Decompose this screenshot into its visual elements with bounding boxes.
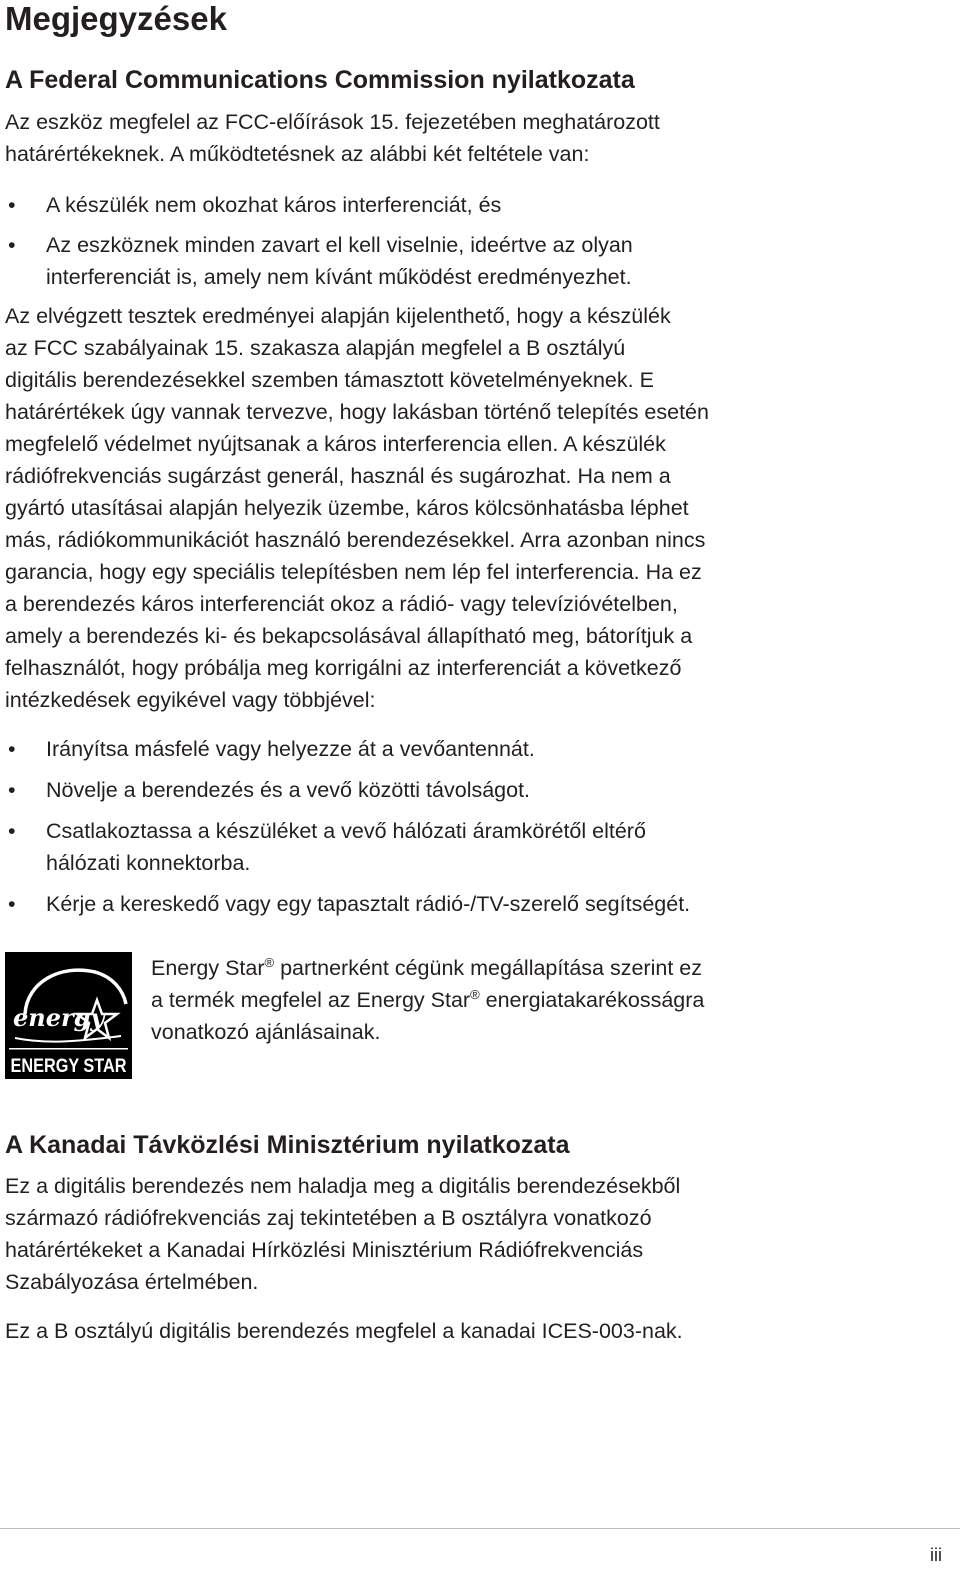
energy-text-part: Energy Star [151,956,265,980]
registered-mark: ® [470,987,480,1002]
body-line: más, rádiókommunikációt használó berendezésekkel. Arra azonban nincs [5,528,706,552]
body-line: gyártó utasításai alapján helyezik üzembe, káros kölcsönhatásba léphet [5,496,689,520]
body-line: felhasználót, hogy próbálja meg korrigálni az interferenciát a következő [5,656,682,680]
measure-text: hálózati konnektorba. [46,851,251,875]
body-line: Az elvégzett tesztek eredményei alapján kijelenthető, hogy a készülék [5,304,671,328]
energy-text-part: partnerként cégünk megállapítása szerint ez [274,956,702,980]
fcc-conditions-list [5,189,905,301]
list-item [5,189,905,221]
energy-logo-text: ENERGY STAR [10,1056,127,1077]
measure-text: Növelje a berendezés és a vevő közötti távolságot. [46,778,531,802]
registered-mark: ® [264,955,275,970]
footer-divider [0,1528,960,1529]
canada-line: Szabályozása értelmében. [5,1270,259,1294]
list-item [5,733,905,765]
measure-text: Csatlakoztassa a készüléket a vevő hálózati áramkörétől eltérő [46,819,646,843]
body-line: az FCC szabályainak 15. szakasza alapján megfelel a B osztályú [5,336,626,360]
energy-text-part: a termék megfelel az Energy Star [151,988,471,1012]
condition-text: interferenciát is, amely nem kívánt működést eredményezhet. [46,265,632,289]
list-item [5,229,905,293]
bullet-icon: • [8,892,16,916]
fcc-heading: A Federal Communications Commission nyilatkozata [5,66,635,94]
page-title: Megjegyzések [5,0,227,37]
bullet-icon: • [8,233,16,257]
fcc-intro [5,106,905,170]
energy-star-statement [151,952,871,1048]
canada-line: Ez a digitális berendezés nem haladja meg a digitális berendezésekből [5,1174,681,1198]
canada-line: határértékeket a Kanadai Hírközlési Minisztérium Rádiófrekvenciás [5,1238,644,1262]
body-line: intézkedések egyikével vagy többjével: [5,688,376,712]
body-line: megfelelő védelmet nyújtsanak a káros interferencia ellen. A készülék [5,432,666,456]
condition-text: Az eszköznek minden zavart el kell viselnie, ideértve az olyan [46,233,633,257]
body-line: határértékek úgy vannak tervezve, hogy lakásban történő telepítés esetén [5,400,709,424]
list-item [5,815,905,879]
bullet-icon: • [8,819,16,843]
body-line: amely a berendezés ki- és bekapcsolásával állapítható meg, bátorítjuk a [5,624,693,648]
energy-text-part: energiatakarékosságra [479,988,705,1012]
bullet-icon: • [8,737,16,761]
condition-text: A készülék nem okozhat káros interferenciát, és [46,193,502,217]
bullet-icon: • [8,193,16,217]
fcc-measures-list [5,733,905,929]
energy-logo-script: energy [13,1003,105,1032]
energy-text-part: vonatkozó ajánlásainak. [151,1020,381,1044]
fcc-intro-line: Az eszköz megfelel az FCC-előírások 15. fejezetében meghatározott [5,110,660,134]
body-line: digitális berendezésekkel szemben támasztott követelményeknek. E [5,368,654,392]
list-item [5,774,905,806]
measure-text: Irányítsa másfelé vagy helyezze át a vevőantennát. [46,737,535,761]
body-line: garancia, hogy egy speciális telepítésben nem lép fel interferencia. Ha ez [5,560,702,584]
list-item [5,888,905,920]
bullet-icon: • [8,778,16,802]
energy-star-logo [5,952,132,1079]
canada-paragraph-2: Ez a B osztályú digitális berendezés megfelel a kanadai ICES-003-nak. [5,1319,683,1343]
body-line: a berendezés káros interferenciát okoz a rádió- vagy televízióvételben, [5,592,678,616]
measure-text: Kérje a kereskedő vagy egy tapasztalt rádió-/TV-szerelő segítségét. [46,892,691,916]
body-line: rádiófrekvenciás sugárzást generál, használ és sugározhat. Ha nem a [5,464,671,488]
canada-paragraph-1 [5,1170,905,1298]
fcc-body [5,300,915,716]
page-number: iii [930,1545,942,1565]
canada-heading: A Kanadai Távközlési Minisztérium nyilatkozata [5,1131,570,1159]
fcc-intro-line: határértékeknek. A működtetésnek az alábbi két feltétele van: [5,142,590,166]
canada-line: származó rádiófrekvenciás zaj tekintetében a B osztályra vonatkozó [5,1206,652,1230]
